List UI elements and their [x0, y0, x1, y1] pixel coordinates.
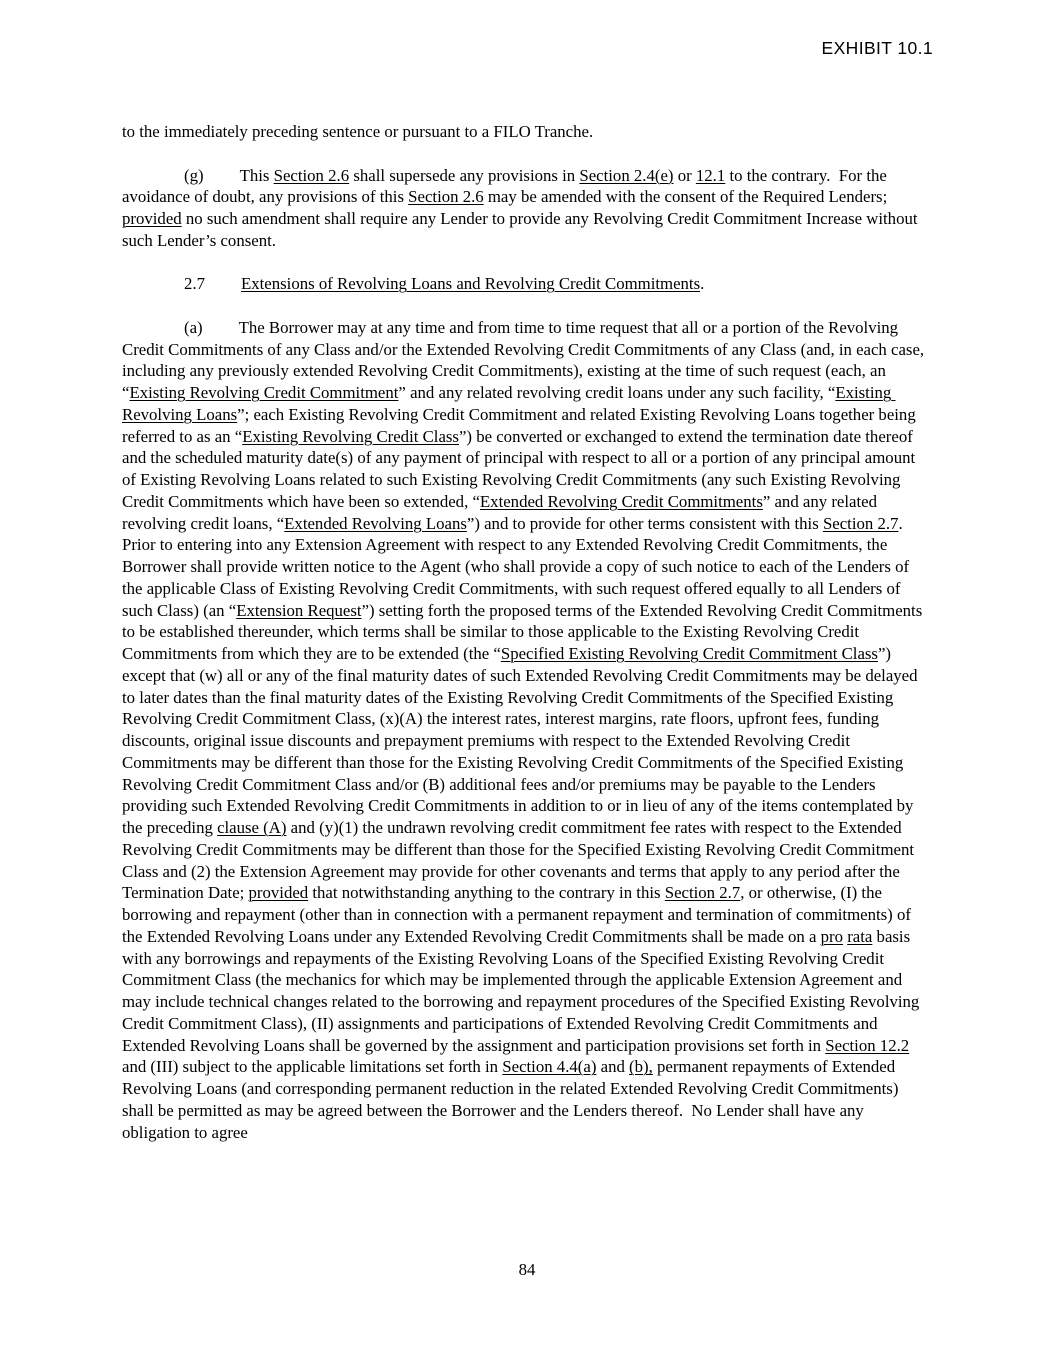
underlined-text: (b),: [629, 1057, 653, 1077]
document-body: [122, 121, 932, 1143]
underlined-text: Section 2.7: [664, 883, 741, 903]
section-2-7-heading: [122, 273, 932, 295]
exhibit-label: EXHIBIT 10.1: [821, 38, 933, 58]
underlined-text: 12.1: [695, 165, 726, 185]
underlined-text: Existing Revolving Loans: [122, 383, 896, 424]
text-run: or: [673, 165, 696, 185]
text-run: shall supersede any provisions in: [349, 165, 580, 185]
text-run: basis with any borrowings and repayments of the Existing Revolving Loans of the Specified Existing Revolving Credit Commitment Class (the mechanics for which may be implemented through the applicable Extension Agreement and may include technical changes related to the borrowing and repayment procedures of the Specified Existing Revolving Credit Commitment Class), (II) assignments and participations of Extended Revolving Credit Commitments and Extended Revolving Loans shall be governed by the assignment and participation provisions set forth in: [122, 926, 924, 1055]
underlined-text: provided: [248, 883, 309, 903]
text-run: ” and any related revolving credit loans, “: [122, 491, 882, 533]
text-run: 2.7: [184, 274, 205, 294]
underlined-text: pro: [820, 926, 843, 946]
text-run: ”) and to provide for other terms consistent with this: [466, 513, 823, 533]
text-run: and: [596, 1057, 630, 1077]
underlined-text: Extended Revolving Credit Commitments: [479, 491, 763, 511]
text-run: .: [700, 274, 705, 294]
underlined-text: Section 2.4(e): [579, 165, 674, 185]
paragraph-g: [122, 165, 932, 252]
underlined-text: rata: [847, 926, 873, 946]
text-run: ”) be converted or exchanged to extend the termination date thereof and the scheduled maturity date(s) of any payment of principal with respect to all or a portion of any principal amount of Existing Revolving Loans related to such Existing Revolving Credit Commitments (any such Existing Revolving Credit Commitments which have been so extended, “: [122, 426, 920, 511]
page-number: 84: [518, 1260, 536, 1279]
underlined-text: Section 12.2: [825, 1035, 910, 1055]
text-run: that notwithstanding anything to the contrary in this: [308, 883, 665, 903]
text-run: The Borrower may at any time and from time to time request that all or a portion of the Revolving Credit Commitments of any Class and/or the Extended Revolving Credit Commitments of any Class (and, in each case, including any previously extended Revolving Credit Commitments), existing at the time of such request (each, an “: [122, 317, 929, 402]
underlined-text: Extended Revolving Loans: [284, 513, 467, 533]
underlined-text: Section 4.4(a): [502, 1057, 597, 1077]
text-run: . Prior to entering into any Extension Agreement with respect to any Extended Revolving Credit Commitments, the Borrower shall provide written notice to the Agent (who shall provide a copy of such notice to each of the Lenders of the applicable Class of Existing Revolving Credit Commitments, with such request offered equally to all Lenders of such Class) (an “: [122, 513, 914, 620]
text-run: and (y)(1) the undrawn revolving credit commitment fee rates with respect to the Extended Revolving Credit Commitments may be different than those for the Specified Existing Revolving Credit Commitment Class and (2) the Extension Agreement may provide for other covenants and terms that apply to any period after the Termination Date;: [122, 818, 919, 903]
text-run: ”) setting forth the proposed terms of the Extended Revolving Credit Commitments to be established thereunder, which terms shall be similar to those applicable to the Existing Revolving Credit Commitments from which they are to be extended (the “: [122, 600, 927, 663]
underlined-text: Extensions of Revolving Loans and Revolving Credit Commitments: [240, 274, 701, 294]
text-run: ”; each Existing Revolving Credit Commitment and related Existing Revolving Loans together being referred to as an “: [122, 404, 920, 446]
underlined-text: Section 2.7: [822, 513, 899, 533]
text-run: to the immediately preceding sentence or pursuant to a FILO Tranche.: [122, 122, 594, 141]
text-run: no such amendment shall require any Lender to provide any Revolving Credit Commitment Increase without such Lender’s consent.: [122, 209, 922, 250]
text-run: This: [239, 165, 274, 185]
text-run: ” and any related revolving credit loans under any such facility, “: [398, 383, 836, 402]
underlined-text: Section 2.6: [408, 187, 484, 207]
underlined-text: Existing Revolving Credit Commitment: [129, 383, 399, 402]
text-run: to the contrary. For the avoidance of doubt, any provisions of this: [122, 165, 892, 207]
underlined-text: Extension Request: [236, 600, 362, 620]
underlined-text: Existing Revolving Credit Class: [242, 426, 459, 446]
text-run: , or otherwise, (I) the borrowing and repayment (other than in connection with a permanent repayment and termination of commitments) of the Extended Revolving Loans under any Extended Revolving Credit Commitments shall be made on a: [122, 883, 916, 946]
continuation-paragraph: [122, 121, 932, 143]
underlined-text: clause (A): [217, 818, 287, 837]
underlined-text: provided: [122, 209, 182, 228]
text-run: and (III) subject to the applicable limitations set forth in: [122, 1035, 914, 1077]
text-run: permanent repayments of Extended Revolving Loans (and corresponding permanent reduction in the related Extended Revolving Credit Commitments) shall be permitted as may be agreed between the Borrower and the Lenders thereof. No Lender shall have any obligation to agree: [122, 1057, 903, 1142]
text-run: (a): [184, 317, 203, 337]
text-run: may be amended with the consent of the Required Lenders;: [483, 187, 892, 207]
underlined-text: Section 2.6: [273, 165, 350, 185]
paragraph-a: [122, 317, 932, 1144]
text-run: ”) except that (w) all or any of the final maturity dates of such Extended Revolving Credit Commitments may be delayed to later dates than the final maturity dates of the Existing Revolving Credit Commitments of the Specified Existing Revolving Credit Commitment Class, (x)(A) the interest rates, interest margins, rate floors, upfront fees, funding discounts, original issue discounts and prepayment premiums with respect to the Extended Revolving Credit Commitments may be different than those for the Existing Revolving Credit Commitments of the Specified Existing Revolving Credit Commitment Class and/or (B) additional fees and/or premiums may be payable to the Lenders providing such Extended Revolving Credit Commitments in addition to or in lieu of any of the items contemplated by the preceding: [122, 644, 922, 837]
underlined-text: Specified Existing Revolving Credit Commitment Class: [500, 644, 878, 663]
text-run: (g): [184, 165, 204, 185]
